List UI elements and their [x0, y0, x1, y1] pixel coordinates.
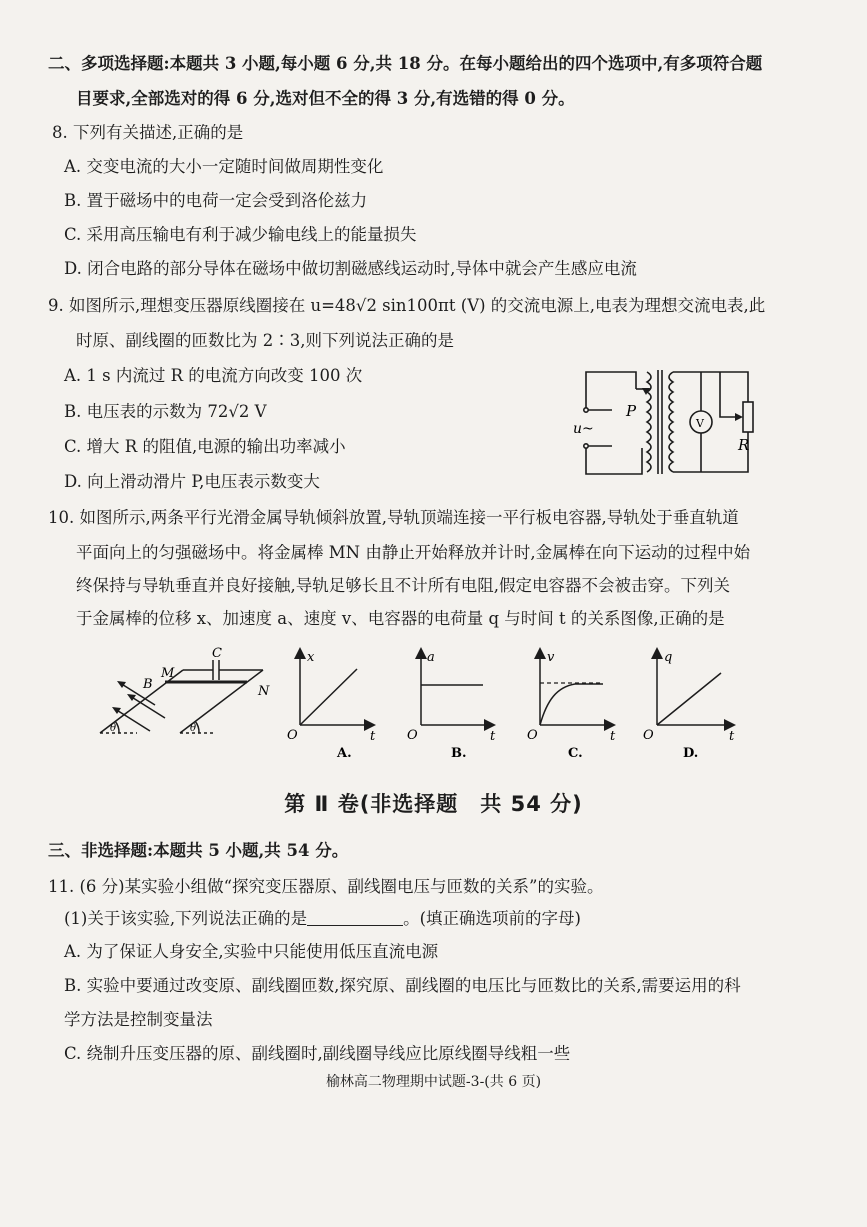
q8-option-d: D. 闭合电路的部分导体在磁场中做切割磁感线运动时,导体中就会产生感应电流 [64, 259, 637, 278]
q10-graph-c-option: C. [568, 746, 583, 761]
q10-graph-d-xlabel: t [729, 729, 735, 744]
q11-sub1-answer-blank [307, 909, 403, 926]
q10-graph-d-origin: O [643, 728, 654, 743]
q11-option-b-line1: B. 实验中要通过改变原、副线圈匝数,探究原、副线圈的电压比与匝数比的关系,需要运用的科 [64, 976, 741, 995]
q9-option-b: B. 电压表的示数为 72√2 V [64, 402, 267, 421]
q11-sub1-prefix: (1)关于该实验,下列说法正确的是 [64, 909, 308, 928]
q8-option-a: A. 交变电流的大小一定随时间做周期性变化 [64, 157, 384, 176]
q10-fig-label-theta2: θ [190, 723, 197, 734]
q10-stem-line4: 于金属棒的位移 x、加速度 a、速度 v、电容器的电荷量 q 与时间 t 的关系图像,正确的是 [76, 609, 725, 628]
q9-fig-label-p: P [626, 402, 637, 420]
q10-graph-d [643, 650, 735, 761]
q9-stem-line2: 时原、副线圈的匝数比为 2∶3,则下列说法正确的是 [76, 331, 454, 350]
section2-heading-line2: 目要求,全部选对的得 6 分,选对但不全的得 3 分,有选错的得 0 分。 [76, 89, 575, 108]
q8-option-b: B. 置于磁场中的电荷一定会受到洛伦兹力 [64, 191, 368, 210]
q10-graph-c-ylabel: v [547, 650, 555, 665]
q10-graph-a-ylabel: x [307, 650, 315, 665]
q10-graphs [285, 645, 740, 763]
q10-graph-a-xlabel: t [370, 729, 376, 744]
q10-graph-b [407, 650, 496, 761]
q10-graph-b-origin: O [407, 728, 418, 743]
q10-fig-label-n: N [258, 684, 270, 699]
q11-sub1-suffix: 。(填正确选项前的字母) [403, 909, 581, 928]
q9-option-a: A. 1 s 内流过 R 的电流方向改变 100 次 [64, 366, 363, 385]
q10-graph-d-curve [657, 673, 721, 725]
q10-stem-line1: 10. 如图所示,两条平行光滑金属导轨倾斜放置,导轨顶端连接一平行板电容器,导轨处于垂直轨道 [48, 508, 739, 527]
q11-option-c: C. 绕制升压变压器的原、副线圈时,副线圈导线应比原线圈导线粗一些 [64, 1044, 571, 1063]
q10-graph-c-curve [540, 684, 603, 725]
q8-stem: 8. 下列有关描述,正确的是 [52, 123, 244, 142]
q11-option-a: A. 为了保证人身安全,实验中只能使用低压直流电源 [64, 942, 439, 961]
q10-graph-b-ylabel: a [427, 650, 435, 665]
q10-graph-a-origin: O [287, 728, 298, 743]
q8-option-c: C. 采用高压输电有利于减少输电线上的能量损失 [64, 225, 417, 244]
part2-title: 第 Ⅱ 卷(非选择题 共 54 分) [284, 792, 583, 816]
q10-graph-c-xlabel: t [610, 729, 616, 744]
q10-graph-a-curve [300, 669, 357, 725]
q10-stem-line2: 平面向上的匀强磁场中。将金属棒 MN 由静止开始释放并计时,金属棒在向下运动的过程中始 [76, 543, 751, 562]
q10-graph-d-option: D. [683, 746, 699, 761]
q10-graph-d-ylabel: q [664, 650, 673, 665]
q11-sub1 [64, 908, 581, 930]
q9-fig-label-u: u~ [573, 421, 594, 437]
q10-graph-c-origin: O [527, 728, 538, 743]
q9-transformer-circuit-figure [568, 362, 768, 484]
q10-inclined-rails-figure [95, 645, 285, 745]
q10-fig-label-theta1: θ [110, 723, 117, 734]
q11-option-b-line2: 学方法是控制变量法 [64, 1010, 213, 1029]
q9-fig-label-r: R [738, 436, 750, 454]
section2-heading-line1: 二、多项选择题:本题共 3 小题,每小题 6 分,共 18 分。在每小题给出的四个选项中,有多项符合题 [48, 54, 763, 73]
q9-option-c: C. 增大 R 的阻值,电源的输出功率减小 [64, 437, 346, 456]
q10-fig-label-c: C [212, 646, 222, 661]
q10-graph-c [527, 650, 616, 761]
q10-fig-label-b: B [143, 677, 153, 692]
page-footer: 榆林高二物理期中试题-3-(共 6 页) [325, 1074, 542, 1090]
q11-stem: 11. (6 分)某实验小组做“探究变压器原、副线圈电压与匝数的关系”的实验。 [48, 877, 604, 896]
q10-stem-line3: 终保持与导轨垂直并良好接触,导轨足够长且不计所有电阻,假定电容器不会被击穿。下列关 [76, 576, 730, 595]
q10-fig-label-m: M [161, 666, 175, 681]
q9-option-d: D. 向上滑动滑片 P,电压表示数变大 [64, 472, 320, 491]
q10-graph-b-xlabel: t [490, 729, 496, 744]
q9-fig-voltmeter-label: V [696, 417, 704, 430]
q10-graph-a-option: A. [337, 746, 352, 761]
q9-stem-line1: 9. 如图所示,理想变压器原线圈接在 u=48√2 sin100πt (V) 的交流电源上,电表为理想交流电表,此 [48, 296, 766, 315]
q10-graph-a [287, 650, 376, 761]
q10-graph-b-option: B. [451, 746, 467, 761]
section3-heading: 三、非选择题:本题共 5 小题,共 54 分。 [48, 841, 349, 860]
